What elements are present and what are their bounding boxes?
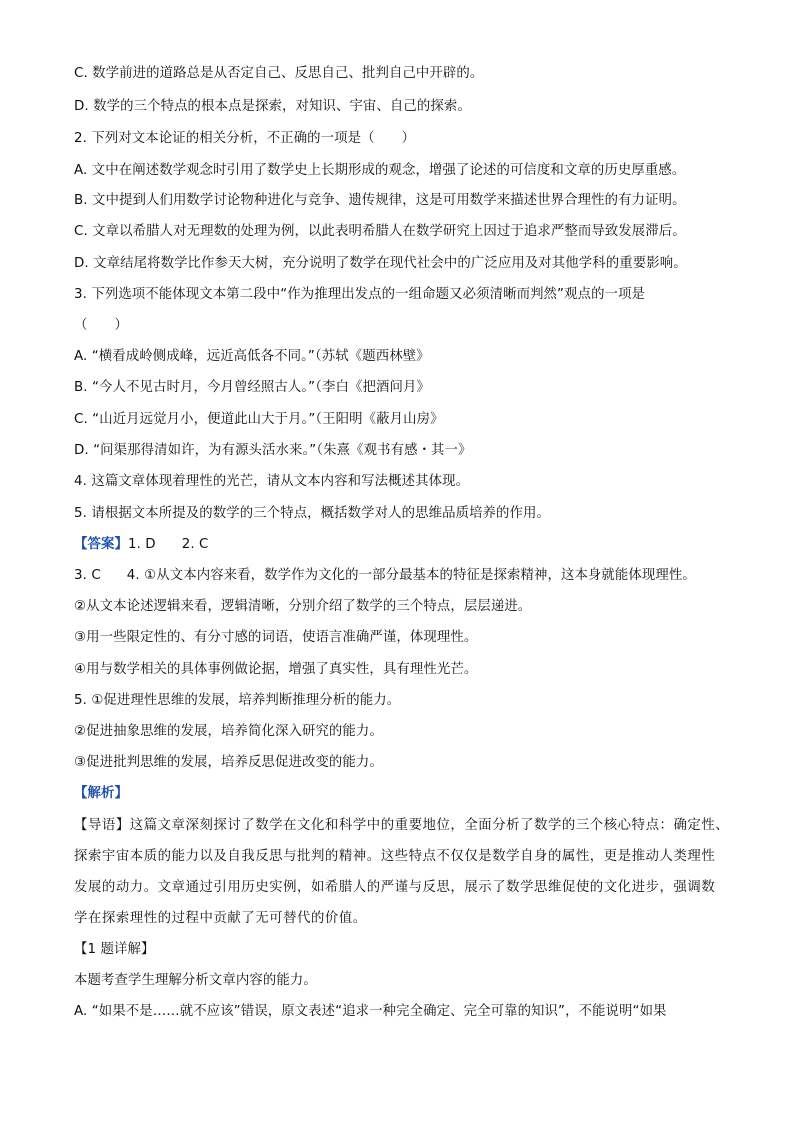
answer-2: 2. C <box>181 537 209 552</box>
guide-line-3: 发展的动力。文章通过引用历史实例，如希腊人的严谨与反思，展示了数学思维促使的文化进步，强调数 <box>74 880 716 895</box>
analysis-heading <box>74 784 734 804</box>
q3-option-c: C. “山近月远觉月小，便道此山大于月。”（王阳明《蔽月山房》 <box>74 412 444 427</box>
answer-3: 3. C <box>74 568 101 583</box>
answer-line-1 <box>74 535 734 555</box>
q2-option-a: A. 文中在阐述数学观念时引用了数学史上长期形成的观念，增强了论述的可信度和文章的历史厚重感。 <box>74 163 686 178</box>
answer-label: 【答案】 <box>74 537 128 552</box>
q3-option-a: A. “横看成岭侧成峰，远近高低各不同。”（苏轼《题西林壁》 <box>74 349 430 364</box>
answer-5-part-1: 5. ①促进理性思维的发展，培养判断推理分析的能力。 <box>74 693 401 708</box>
guide-label: 【导语】 <box>74 818 130 833</box>
analysis-label: 【解析】 <box>74 786 128 801</box>
q4-stem: 4. 这篇文章体现着理性的光芒，请从文本内容和写法概述其体现。 <box>74 474 470 489</box>
answer-line-2 <box>74 566 734 586</box>
q3-option-b: B. “今人不见古时月，今月曾经照古人。”（李白《把酒问月》 <box>74 380 430 395</box>
answer-5-part-2: ②促进抽象思维的发展，培养简化深入研究的能力。 <box>74 724 383 739</box>
q2-option-c: C. 文章以希腊人对无理数的处理为例，以此表明希腊人在数学研究上因过于追求严整而导致发展滞后。 <box>74 224 686 239</box>
guide-text-1: 这篇文章深刻探讨了数学在文化和科学中的重要地位，全面分析了数学的三个核心特点：确定性、 <box>129 818 730 833</box>
q3-stem: 3. 下列选项不能体现文本第二段中“作为推理出发点的一组命题又必须清晰而判然”观点的一项是 <box>74 287 646 302</box>
detail-1-option-a: A. “如果不是……就不应该”错误，原文表述“追求一种完全确定、完全可靠的知识”，不能说明“如果 <box>74 1004 667 1019</box>
guide-line-1 <box>74 816 734 836</box>
answer-4-part-1: 4. ①从文本内容来看，数学作为文化的一部分最基本的特征是探索精神，这本身就能体现理性。 <box>126 568 696 583</box>
q2-option-b: B. 文中提到人们用数学讨论物种进化与竞争、遗传规律，这是可用数学来描述世界合理性的有力证明。 <box>74 193 686 208</box>
q3-option-d: D. “问渠那得清如许，为有源头活水来。”（朱熹《观书有感・其一》 <box>74 443 472 458</box>
guide-line-2: 探索宇宙本质的能力以及自我反思与批判的精神。这些特点不仅仅是数学自身的属性，更是推动人类理性 <box>74 849 716 864</box>
q2-stem: 2. 下列对文本论证的相关分析，不正确的一项是（ ） <box>74 131 416 146</box>
q2-option-d: D. 文章结尾将数学比作参天大树，充分说明了数学在现代社会中的广泛应用及对其他学科的重要影响。 <box>74 256 687 271</box>
answer-5-part-3: ③促进批判思维的发展，培养反思促进改变的能力。 <box>74 755 383 770</box>
answer-4-part-4: ④用与数学相关的具体事例做论据，增强了真实性，具有理性光芒。 <box>74 662 478 677</box>
answer-4-part-3: ③用一些限定性的、有分寸感的词语，使语言准确严谨，体现理性。 <box>74 630 478 645</box>
q1-option-c: C. 数学前进的道路总是从否定自己、反思自己、批判自己中开辟的。 <box>74 66 484 81</box>
q5-stem: 5. 请根据文本所提及的数学的三个特点，概括数学对人的思维品质培养的作用。 <box>74 506 551 521</box>
detail-1-label: 【1 题详解】 <box>74 942 155 957</box>
q3-stem-bracket: （ ） <box>74 318 128 333</box>
detail-1-intro: 本题考查学生理解分析文章内容的能力。 <box>74 973 317 988</box>
q1-option-d: D. 数学的三个特点的根本点是探索，对知识、宇宙、自己的探索。 <box>74 99 471 114</box>
guide-line-4: 学在探索理性的过程中贡献了无可替代的价值。 <box>74 911 367 926</box>
answer-4-part-2: ②从文本论述逻辑来看，逻辑清晰，分别介绍了数学的三个特点，层层递进。 <box>74 599 532 614</box>
answer-1: 1. D <box>127 537 156 552</box>
